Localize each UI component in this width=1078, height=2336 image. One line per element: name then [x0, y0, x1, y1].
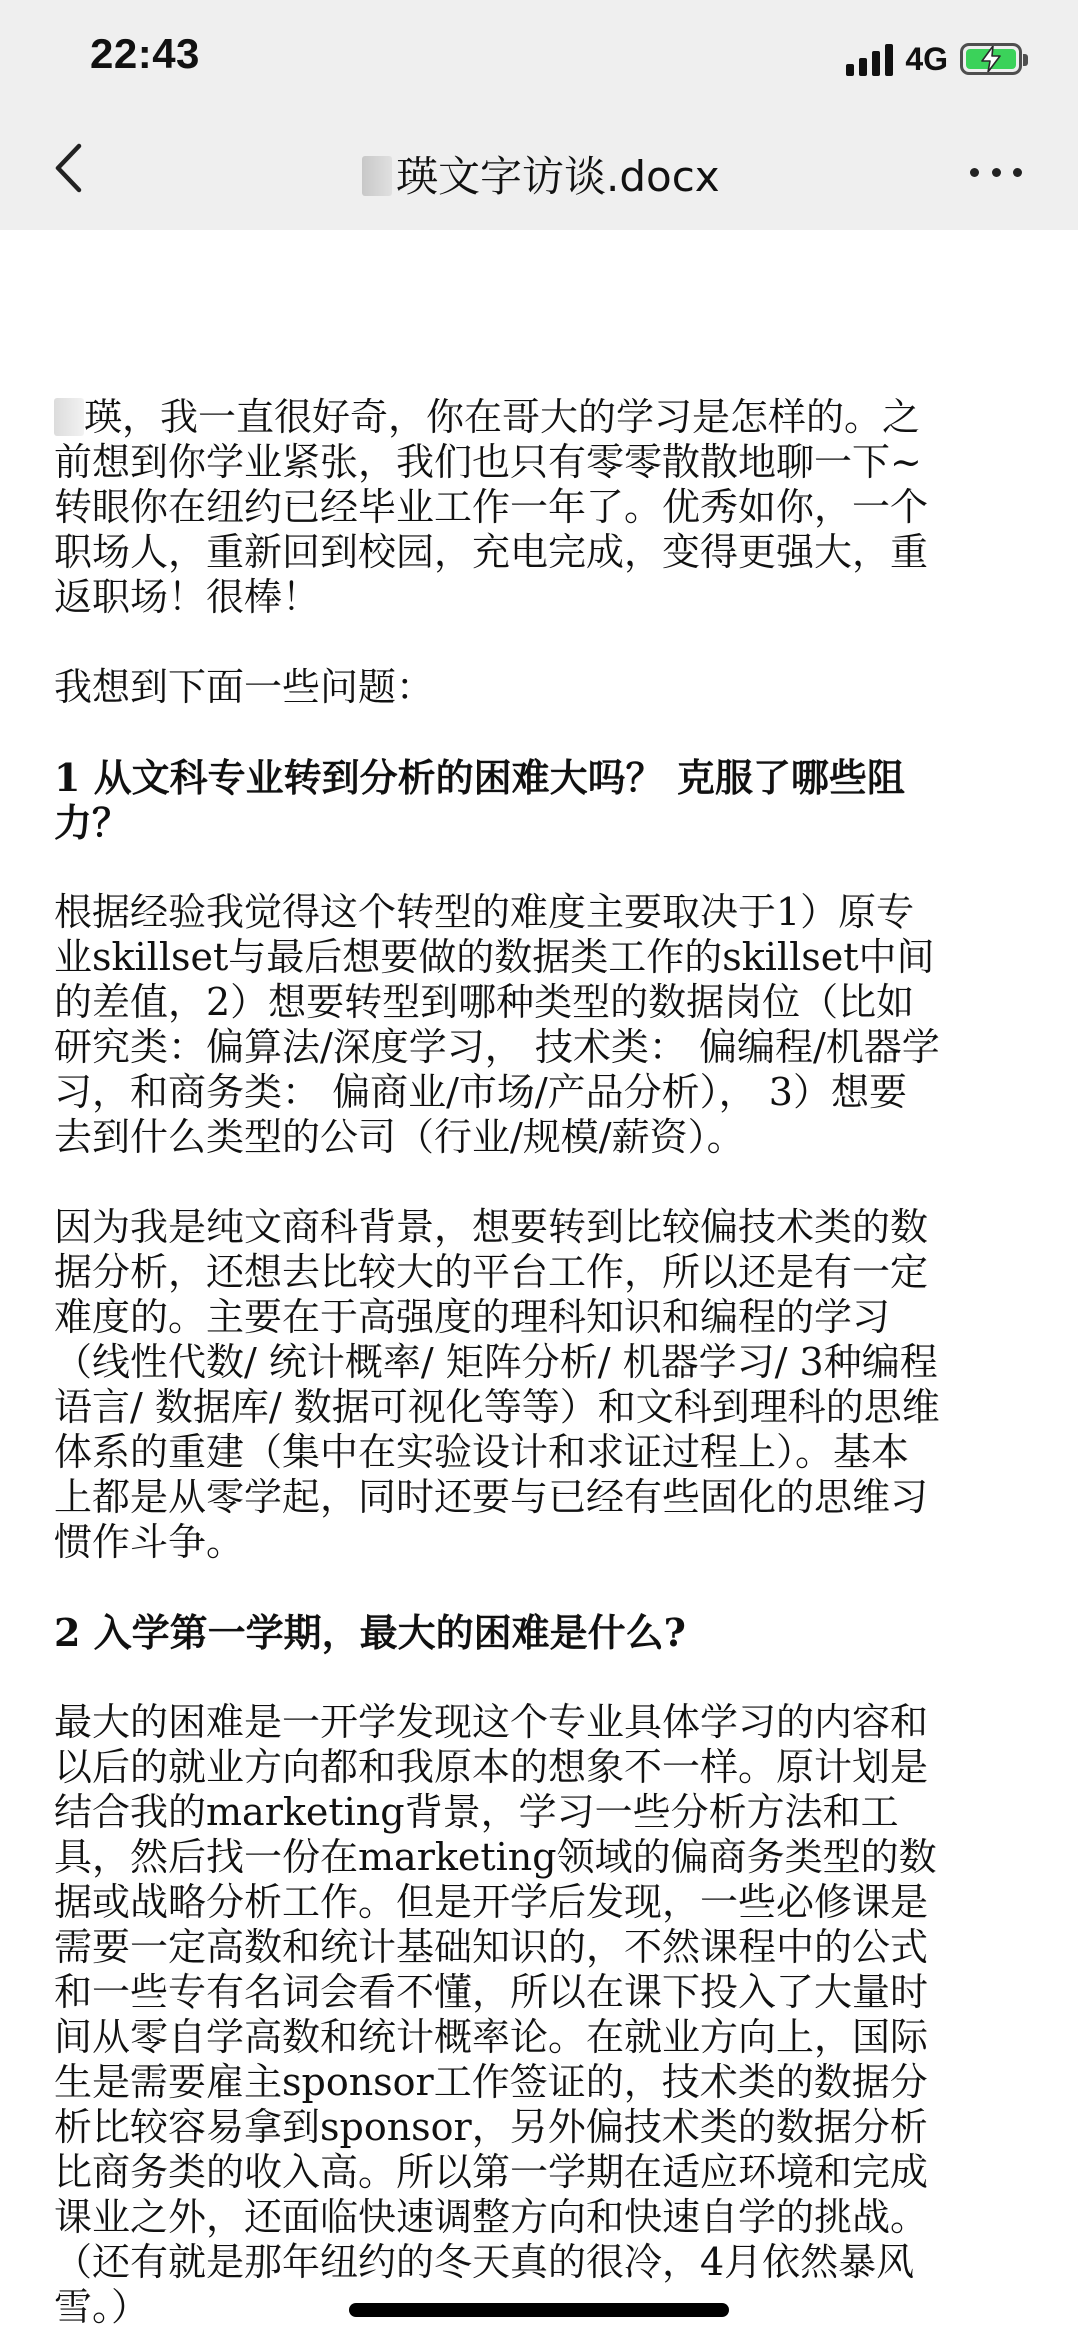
paragraph-answer-1b: 因为我是纯文商科背景，想要转到比较偏技术类的数据分析，还想去比较大的平台工作，所以还是有一定难度的。主要在于高强度的理科知识和编程的学习（线性代数/ 统计概率/ 矩阵分析/ 机器学习/ 3种编程语言/ 数据库/ 数据可视化等等）和文科到理科的思维体系的重建（集中在实验设计和求证过程上）。基本上都是从零学起，同时还要与已经有些固化的思维习惯作斗争。: [54, 1205, 940, 1564]
top-bar: [0, 0, 1078, 230]
more-dot-icon: [1013, 168, 1022, 177]
paragraph-intro: [54, 395, 944, 620]
signal-icon: [846, 42, 893, 76]
chevron-left-icon: [53, 142, 83, 194]
paragraph-question-lead: 我想到下面一些问题：: [54, 665, 435, 709]
more-dot-icon: [970, 168, 979, 177]
status-time: 22:43: [90, 30, 200, 77]
home-indicator[interactable]: [349, 2303, 729, 2317]
document-body: [54, 395, 944, 2330]
back-button[interactable]: [48, 138, 88, 198]
intro-text: ，我一直很好奇，你在哥大的学习是怎样的。之前想到你学业紧张，我们也只有零零散散地聊一下~转眼你在纽约已经毕业工作一年了。优秀如你，一个职场人，重新回到校园，充电完成，变得更强大，重返职场！很棒！: [54, 395, 929, 619]
network-type: 4G: [905, 40, 948, 77]
document-title: 瑛文字访谈.docx: [396, 152, 720, 201]
question-heading-2: 2 入学第一学期，最大的困难是什么?: [54, 1610, 686, 1655]
more-dot-icon: [992, 168, 1001, 177]
status-indicators: [846, 36, 1022, 82]
question-heading-1: 1 从文科专业转到分析的困难大吗？ 克服了哪些阻力？: [54, 755, 905, 845]
battery-charging-icon: [960, 43, 1022, 75]
more-options-button[interactable]: [970, 160, 1022, 184]
redacted-mark: [54, 398, 84, 436]
paragraph-answer-1a: 根据经验我觉得这个转型的难度主要取决于1）原专业skillset与最后想要做的数据类工作的skillset中间的差值，2）想要转型到哪种类型的数据岗位（比如研究类：偏算法/深度学习， 技术类： 偏编程/机器学习，和商务类： 偏商业/市场/产品分析）， 3）想要去到什么类型的公司（行业/规模/薪资）。: [54, 890, 940, 1159]
redacted-mark: [362, 156, 392, 196]
intro-name: 瑛: [84, 395, 123, 439]
paragraph-answer-2: 最大的困难是一开学发现这个专业具体学习的内容和以后的就业方向都和我原本的想象不一样。原计划是结合我的marketing背景，学习一些分析方法和工具，然后找一份在marketing领域的偏商务类型的数据或战略分析工作。但是开学后发现，一些必修课是需要一定高数和统计基础知识的，不然课程中的公式和一些专有名词会看不懂，所以在课下投入了大量时间从零自学高数和统计概率论。在就业方向上，国际生是需要雇主sponsor工作签证的，技术类的数据分析比较容易拿到sponsor，另外偏技术类的数据分析比商务类的收入高。所以第一学期在适应环境和完成课业之外，还面临快速调整方向和快速自学的挑战。（还有就是那年纽约的冬天真的很冷，4月依然暴风雪。）: [54, 1700, 937, 2329]
